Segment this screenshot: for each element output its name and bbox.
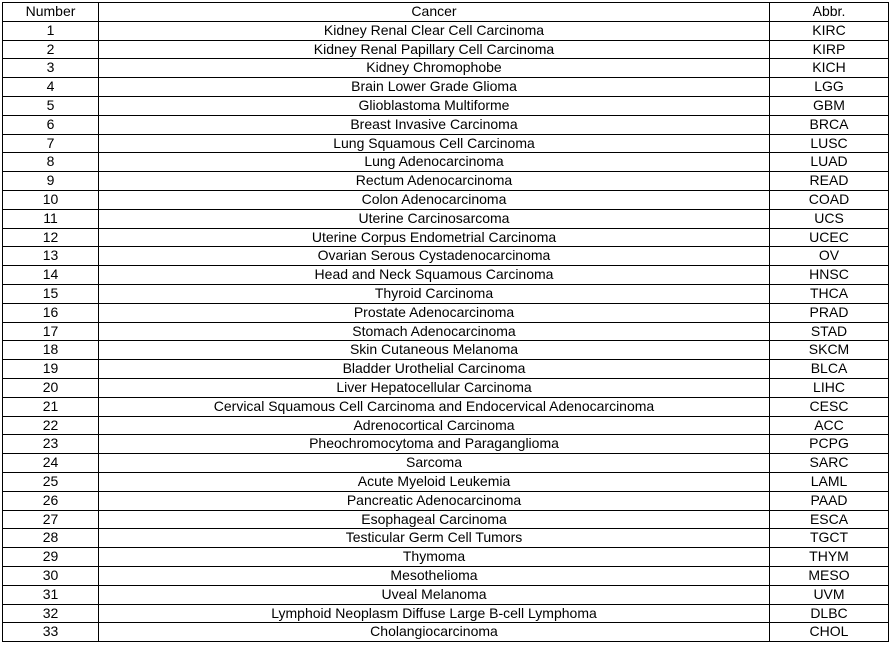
table-body: [3, 21, 889, 641]
cell-abbr: UVM: [770, 585, 889, 604]
cell-abbr: BRCA: [770, 115, 889, 134]
cell-cancer: Cholangiocarcinoma: [99, 623, 770, 642]
cell-cancer: Prostate Adenocarcinoma: [99, 303, 770, 322]
cell-abbr: CESC: [770, 397, 889, 416]
cell-abbr: LGG: [770, 78, 889, 97]
cell-abbr: SKCM: [770, 341, 889, 360]
cell-number: 18: [3, 341, 99, 360]
table-row: [3, 604, 889, 623]
cell-abbr: CHOL: [770, 623, 889, 642]
cell-number: 24: [3, 454, 99, 473]
cell-abbr: LUSC: [770, 134, 889, 153]
table-row: [3, 472, 889, 491]
cell-number: 13: [3, 247, 99, 266]
cell-cancer: Thyroid Carcinoma: [99, 284, 770, 303]
cell-number: 2: [3, 40, 99, 59]
table-row: [3, 378, 889, 397]
cell-abbr: LAML: [770, 472, 889, 491]
cell-cancer: Lymphoid Neoplasm Diffuse Large B-cell Lymphoma: [99, 604, 770, 623]
cell-cancer: Rectum Adenocarcinoma: [99, 172, 770, 191]
cell-number: 6: [3, 115, 99, 134]
cell-abbr: GBM: [770, 96, 889, 115]
cell-cancer: Mesothelioma: [99, 566, 770, 585]
cell-abbr: LIHC: [770, 378, 889, 397]
cell-number: 3: [3, 59, 99, 78]
cell-cancer: Lung Squamous Cell Carcinoma: [99, 134, 770, 153]
cell-number: 20: [3, 378, 99, 397]
cell-cancer: Acute Myeloid Leukemia: [99, 472, 770, 491]
cell-cancer: Esophageal Carcinoma: [99, 510, 770, 529]
table-row: [3, 341, 889, 360]
cell-cancer: Brain Lower Grade Glioma: [99, 78, 770, 97]
cell-cancer: Cervical Squamous Cell Carcinoma and Endocervical Adenocarcinoma: [99, 397, 770, 416]
table-row: [3, 40, 889, 59]
cell-abbr: UCEC: [770, 228, 889, 247]
table-row: [3, 59, 889, 78]
cell-cancer: Colon Adenocarcinoma: [99, 190, 770, 209]
cell-cancer: Sarcoma: [99, 454, 770, 473]
cell-abbr: KIRC: [770, 21, 889, 40]
cell-number: 31: [3, 585, 99, 604]
cell-cancer: Kidney Renal Papillary Cell Carcinoma: [99, 40, 770, 59]
cell-abbr: SARC: [770, 454, 889, 473]
table-row: [3, 134, 889, 153]
table-row: [3, 454, 889, 473]
cell-number: 32: [3, 604, 99, 623]
table-row: [3, 360, 889, 379]
table-row: [3, 228, 889, 247]
cell-abbr: STAD: [770, 322, 889, 341]
cell-cancer: Glioblastoma Multiforme: [99, 96, 770, 115]
cell-number: 9: [3, 172, 99, 191]
cell-abbr: THYM: [770, 548, 889, 567]
cell-number: 28: [3, 529, 99, 548]
cell-abbr: BLCA: [770, 360, 889, 379]
cell-number: 25: [3, 472, 99, 491]
table-row: [3, 153, 889, 172]
cell-cancer: Pancreatic Adenocarcinoma: [99, 491, 770, 510]
cell-abbr: THCA: [770, 284, 889, 303]
table-row: [3, 322, 889, 341]
cell-cancer: Uterine Corpus Endometrial Carcinoma: [99, 228, 770, 247]
table-row: [3, 585, 889, 604]
table-row: [3, 435, 889, 454]
cell-abbr: COAD: [770, 190, 889, 209]
table-row: [3, 548, 889, 567]
cell-abbr: READ: [770, 172, 889, 191]
table-row: [3, 172, 889, 191]
cell-number: 21: [3, 397, 99, 416]
table-row: [3, 416, 889, 435]
cell-cancer: Pheochromocytoma and Paraganglioma: [99, 435, 770, 454]
table-row: [3, 397, 889, 416]
cell-number: 10: [3, 190, 99, 209]
table-row: [3, 491, 889, 510]
cell-abbr: OV: [770, 247, 889, 266]
table-row: [3, 623, 889, 642]
cell-abbr: ESCA: [770, 510, 889, 529]
cell-number: 15: [3, 284, 99, 303]
cell-number: 23: [3, 435, 99, 454]
header-cancer: Cancer: [99, 3, 770, 22]
cell-number: 14: [3, 266, 99, 285]
cell-abbr: UCS: [770, 209, 889, 228]
cell-cancer: Uveal Melanoma: [99, 585, 770, 604]
cell-number: 1: [3, 21, 99, 40]
cell-cancer: Liver Hepatocellular Carcinoma: [99, 378, 770, 397]
cell-cancer: Head and Neck Squamous Carcinoma: [99, 266, 770, 285]
table-row: [3, 510, 889, 529]
table-row: [3, 566, 889, 585]
cell-number: 16: [3, 303, 99, 322]
table-row: [3, 96, 889, 115]
cell-cancer: Skin Cutaneous Melanoma: [99, 341, 770, 360]
cell-abbr: PRAD: [770, 303, 889, 322]
cell-abbr: PCPG: [770, 435, 889, 454]
table-row: [3, 529, 889, 548]
table-row: [3, 78, 889, 97]
cell-cancer: Kidney Renal Clear Cell Carcinoma: [99, 21, 770, 40]
header-abbr: Abbr.: [770, 3, 889, 22]
cell-cancer: Ovarian Serous Cystadenocarcinoma: [99, 247, 770, 266]
cell-number: 7: [3, 134, 99, 153]
cell-number: 33: [3, 623, 99, 642]
cell-number: 19: [3, 360, 99, 379]
cell-number: 8: [3, 153, 99, 172]
table-row: [3, 284, 889, 303]
cell-cancer: Testicular Germ Cell Tumors: [99, 529, 770, 548]
table-row: [3, 190, 889, 209]
cell-number: 11: [3, 209, 99, 228]
cell-number: 5: [3, 96, 99, 115]
cell-abbr: MESO: [770, 566, 889, 585]
cell-number: 12: [3, 228, 99, 247]
cancer-abbreviation-table: [2, 2, 889, 642]
cell-cancer: Lung Adenocarcinoma: [99, 153, 770, 172]
cell-number: 26: [3, 491, 99, 510]
cell-cancer: Bladder Urothelial Carcinoma: [99, 360, 770, 379]
cell-cancer: Kidney Chromophobe: [99, 59, 770, 78]
header-row: [3, 3, 889, 22]
cell-number: 4: [3, 78, 99, 97]
table-row: [3, 115, 889, 134]
cell-number: 30: [3, 566, 99, 585]
cell-abbr: LUAD: [770, 153, 889, 172]
table-row: [3, 21, 889, 40]
cell-abbr: PAAD: [770, 491, 889, 510]
cell-cancer: Uterine Carcinosarcoma: [99, 209, 770, 228]
cell-cancer: Adrenocortical Carcinoma: [99, 416, 770, 435]
header-number: Number: [3, 3, 99, 22]
cell-abbr: ACC: [770, 416, 889, 435]
cell-cancer: Stomach Adenocarcinoma: [99, 322, 770, 341]
cell-number: 29: [3, 548, 99, 567]
cell-cancer: Breast Invasive Carcinoma: [99, 115, 770, 134]
cell-abbr: HNSC: [770, 266, 889, 285]
table-row: [3, 303, 889, 322]
table-row: [3, 266, 889, 285]
cell-abbr: KICH: [770, 59, 889, 78]
table-row: [3, 247, 889, 266]
cell-number: 27: [3, 510, 99, 529]
cell-abbr: DLBC: [770, 604, 889, 623]
cell-cancer: Thymoma: [99, 548, 770, 567]
cell-abbr: KIRP: [770, 40, 889, 59]
cell-number: 22: [3, 416, 99, 435]
cell-abbr: TGCT: [770, 529, 889, 548]
table-row: [3, 209, 889, 228]
cell-number: 17: [3, 322, 99, 341]
